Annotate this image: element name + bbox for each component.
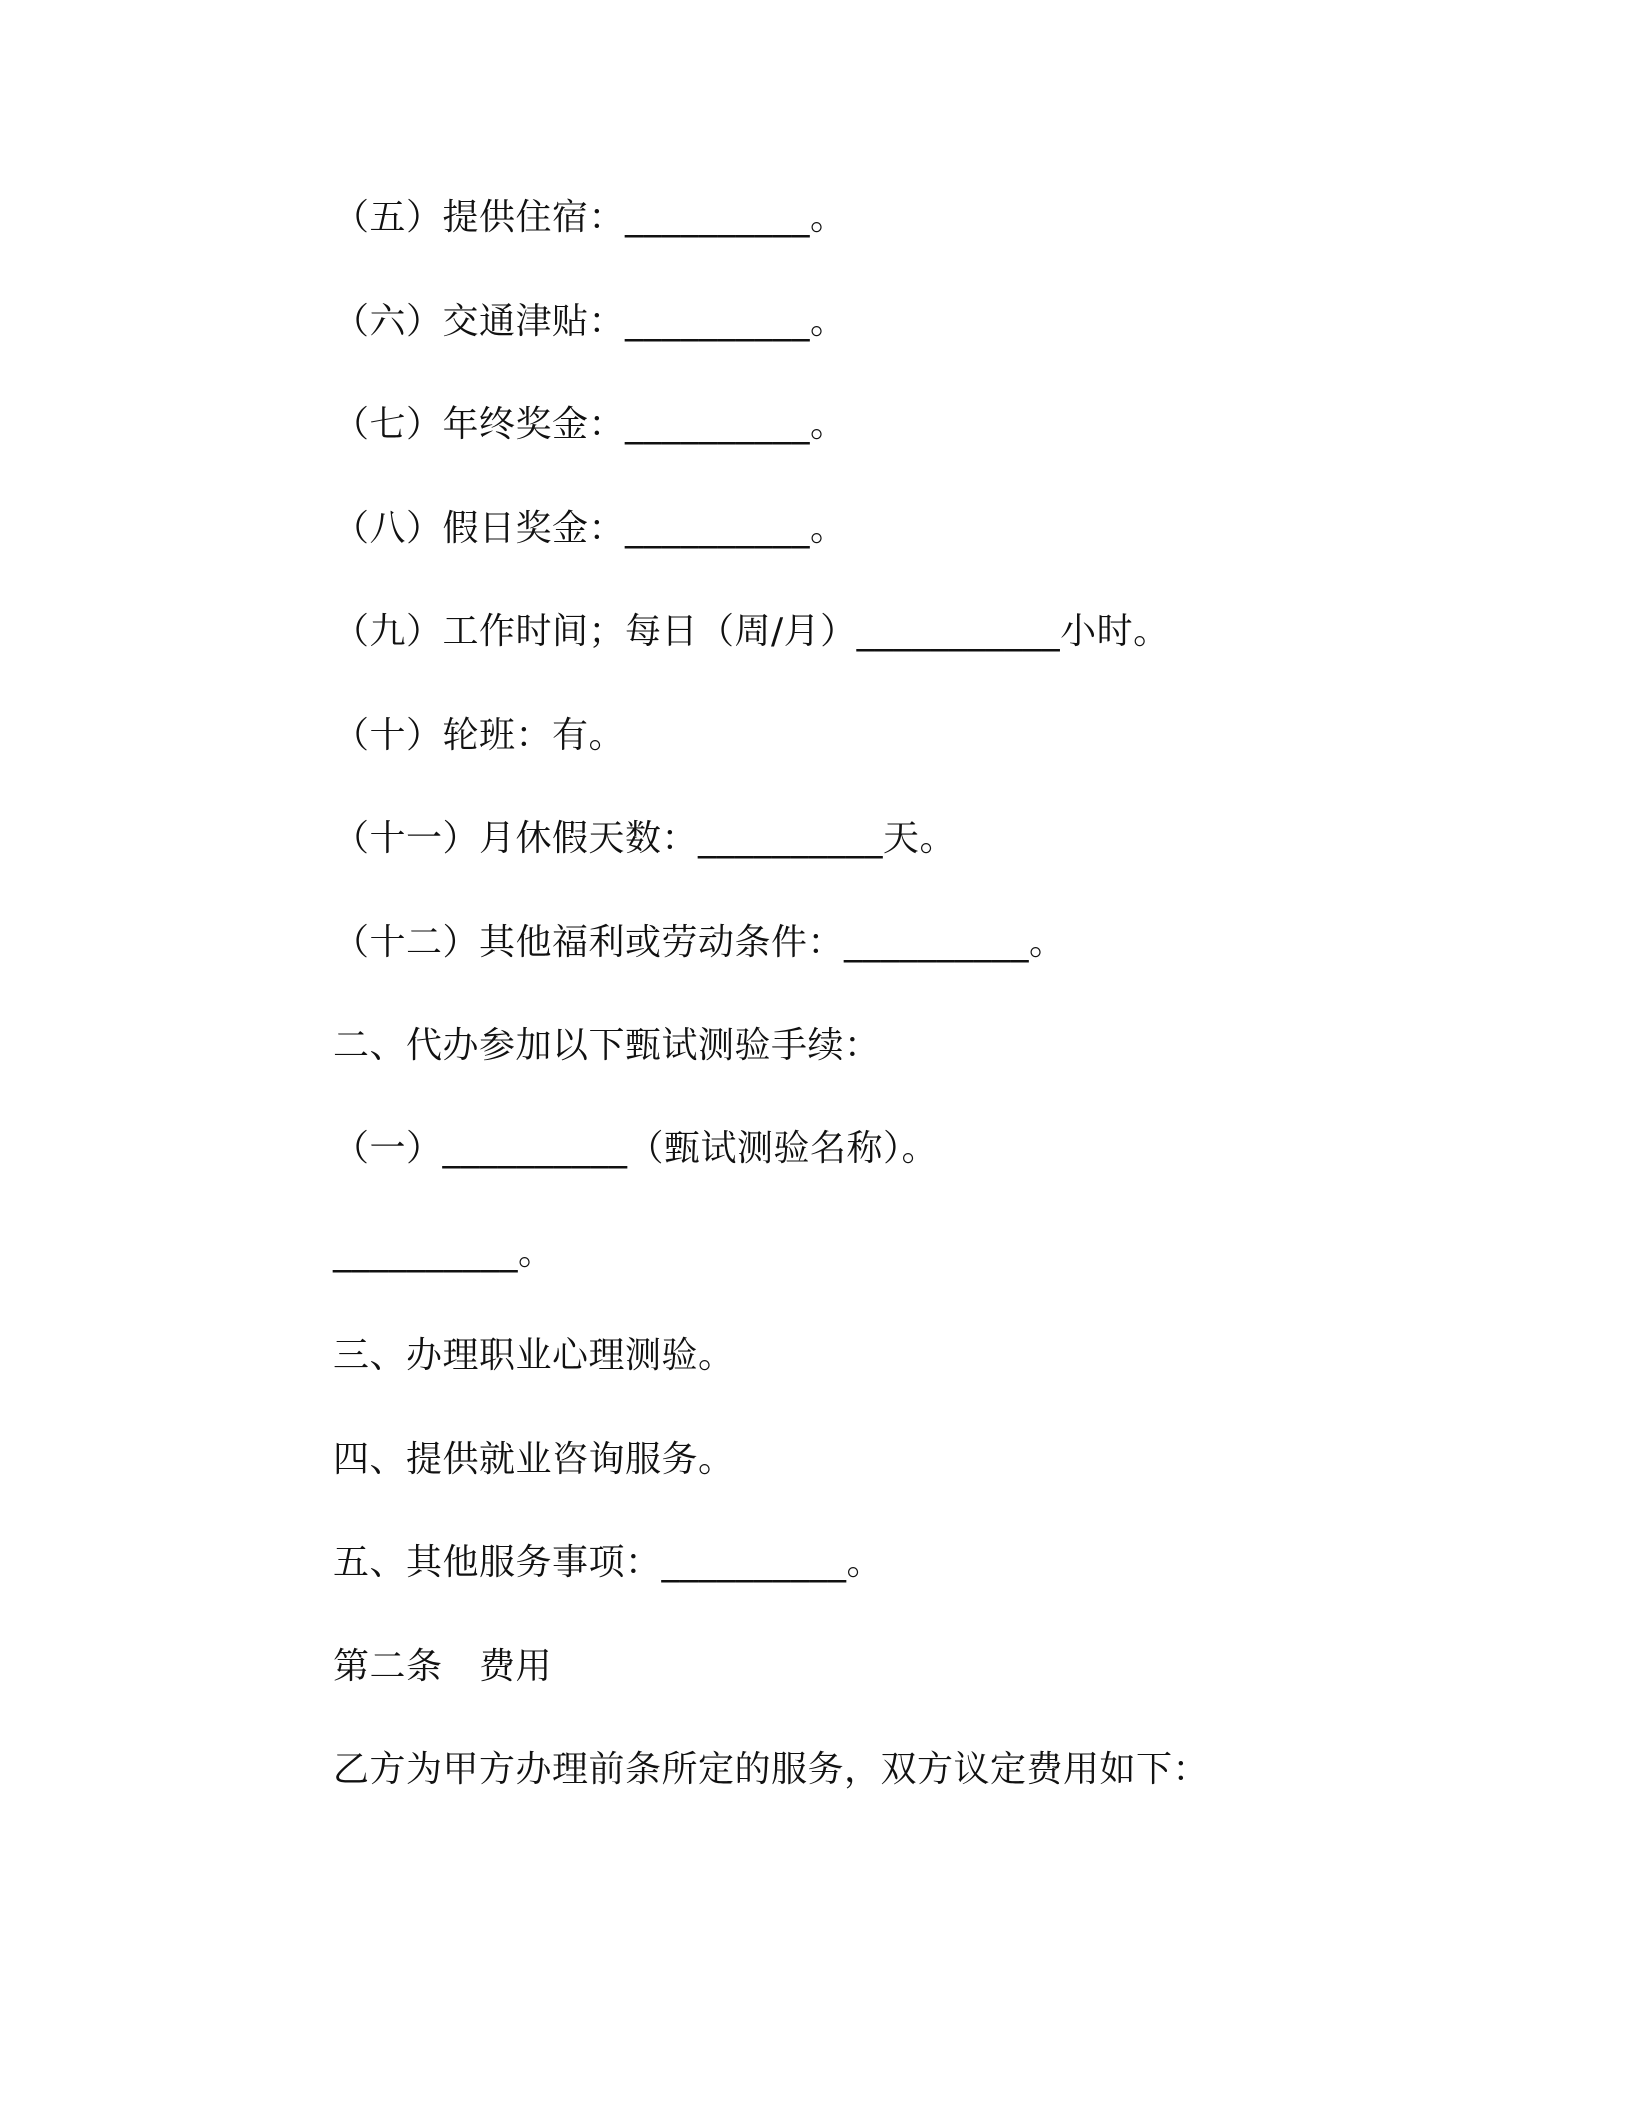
- item-working-hours: （九）工作时间；每日（周/月）___________小时。: [333, 611, 1170, 652]
- item-holiday-bonus: （八）假日奖金：__________。: [333, 508, 847, 549]
- item-monthly-leave-days: （十一）月休假天数：__________天。: [333, 818, 957, 859]
- item-year-end-bonus: （七）年终奖金：__________。: [333, 404, 847, 445]
- blank-line: __________。: [333, 1232, 555, 1273]
- section-career-consulting: 四、提供就业咨询服务。: [333, 1439, 735, 1480]
- article-two-heading: 第二条 费用: [333, 1646, 553, 1687]
- item-test-name: （一）__________（甄试测验名称）。: [333, 1128, 939, 1169]
- item-accommodation: （五）提供住宿：__________。: [333, 197, 847, 238]
- item-shift-work: （十）轮班：有。: [333, 715, 626, 756]
- item-transport-allowance: （六）交通津贴：__________。: [333, 301, 847, 342]
- section-psych-test: 三、办理职业心理测验。: [333, 1335, 735, 1376]
- fees-intro-paragraph: 乙方为甲方办理前条所定的服务，双方议定费用如下：: [333, 1749, 1210, 1790]
- section-other-services: 五、其他服务事项：__________。: [333, 1542, 884, 1583]
- item-other-benefits: （十二）其他福利或劳动条件：__________。: [333, 922, 1066, 963]
- section-screening-test: 二、代办参加以下甄试测验手续：: [333, 1025, 881, 1066]
